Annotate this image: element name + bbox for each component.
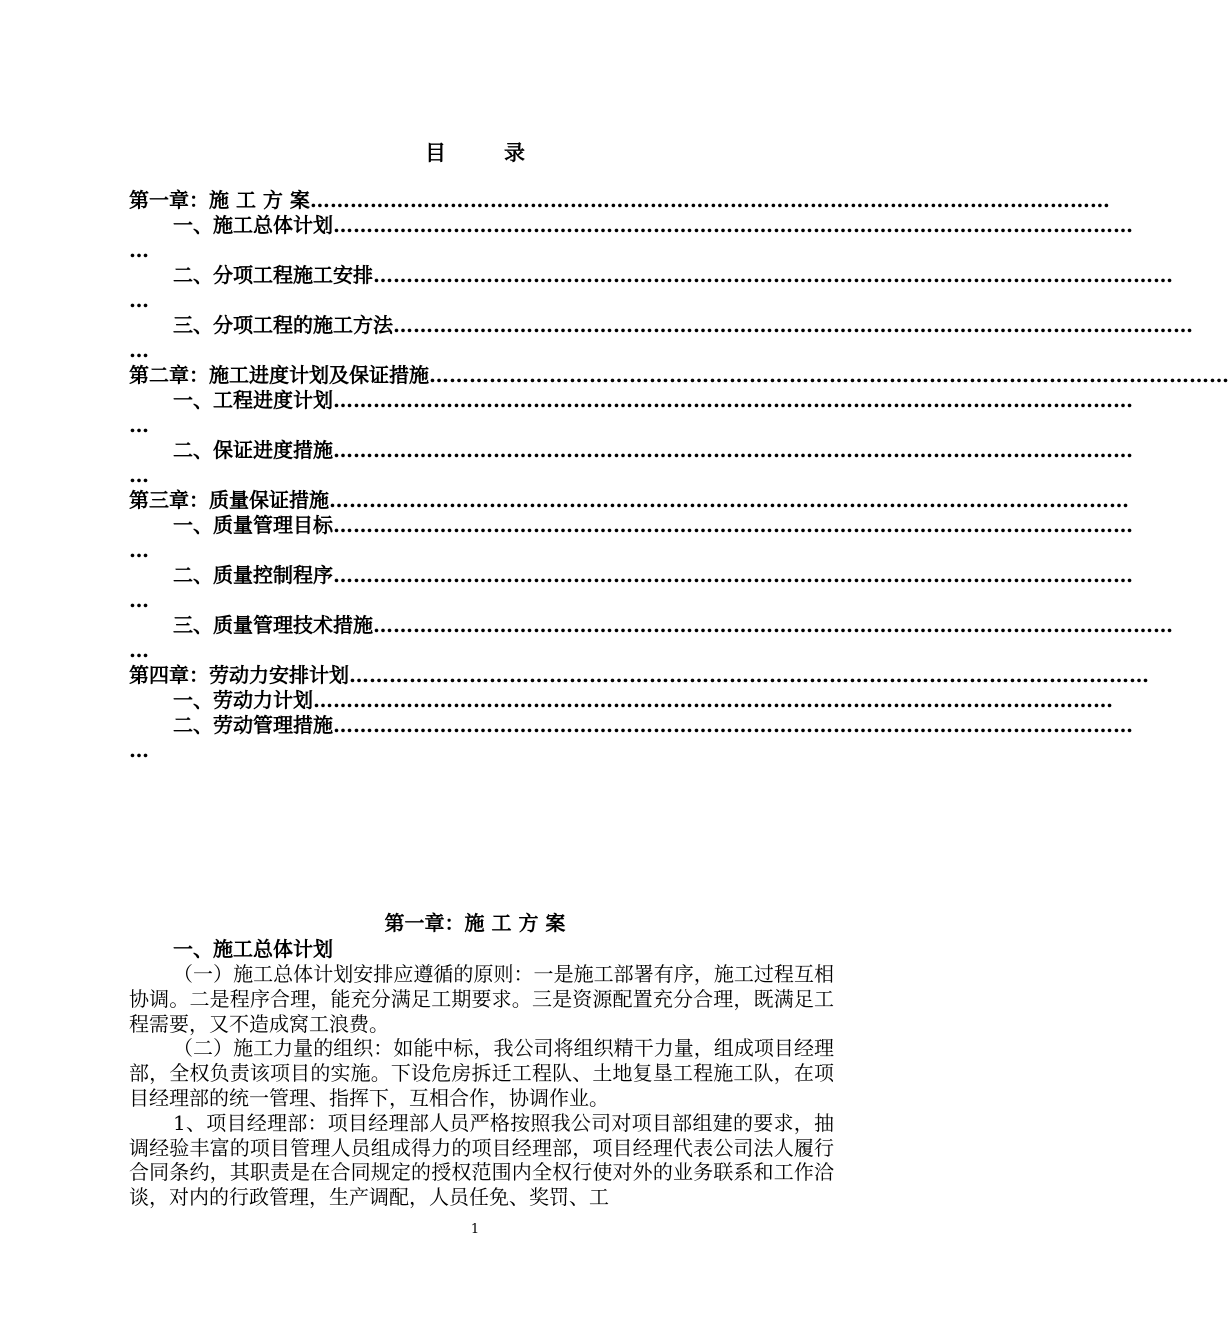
toc-leader: ………………………………………………………………………………………………………… <box>373 613 1173 637</box>
toc-entry-1-1[interactable] <box>129 213 1133 238</box>
toc-entry-chapter-3[interactable] <box>129 488 1129 513</box>
toc-leader-continuation: … <box>129 238 149 262</box>
toc-leader-continuation: … <box>129 538 149 562</box>
toc-leader: ………………………………………………………………………………………………………… <box>333 213 1133 237</box>
toc-leader: ………………………………………………………………………………………………………… <box>309 188 1110 212</box>
toc-entry-label: 二、质量控制程序 <box>173 563 333 587</box>
toc-entry-label: 第二章：施工进度计划及保证措施 <box>129 363 429 387</box>
paragraph: （二）施工力量的组织：如能中标，我公司将组织精干力量，组成项目经理部，全权负责该项目的实施。下设危房拆迁工程队、土地复垦工程施工队，在项目经理部的统一管理、指挥下，互相合作，协调作业。 <box>129 1036 834 1110</box>
toc-entry-label: 三、质量管理技术措施 <box>173 613 373 637</box>
toc-entry-4-2[interactable] <box>129 713 1133 738</box>
toc-entry-chapter-1[interactable] <box>129 188 1110 213</box>
toc-leader: ………………………………………………………………………………………………………… <box>333 513 1133 537</box>
chapter-heading: 第一章：施 工 方 案 <box>384 911 566 935</box>
paragraph: （一）施工总体计划安排应遵循的原则：一是施工部署有序，施工过程互相协调。二是程序合理，能充分满足工期要求。三是资源配置充分合理，既满足工程需要，又不造成窝工浪费。 <box>129 962 834 1036</box>
table-of-contents <box>129 188 1229 763</box>
paragraph: 1、项目经理部：项目经理部人员严格按照我公司对项目部组建的要求，抽调经验丰富的项目管理人员组成得力的项目经理部，项目经理代表公司法人履行合同条约，其职责是在合同规定的授权范围内全权行使对外的业务联系和工作洽谈，对内的行政管理，生产调配，人员任免、奖罚、工 <box>129 1110 834 1210</box>
toc-entry-label: 第四章：劳动力安排计划 <box>129 663 349 687</box>
toc-entry-label: 一、工程进度计划 <box>173 388 333 412</box>
toc-leader-continuation: … <box>129 288 149 312</box>
toc-entry-label: 第三章：质量保证措施 <box>129 488 329 512</box>
toc-entry-4-1[interactable] <box>129 688 1113 713</box>
toc-entry-3-1[interactable] <box>129 513 1133 538</box>
body-text <box>129 962 834 1210</box>
toc-entry-label: 一、质量管理目标 <box>173 513 333 537</box>
toc-entry-2-2[interactable] <box>129 438 1133 463</box>
toc-leader: ………………………………………………………………………………………………………… <box>333 388 1133 412</box>
toc-leader-continuation: … <box>129 413 149 437</box>
toc-entry-label: 第一章：施 工 方 案 <box>129 188 310 212</box>
toc-leader: ………………………………………………………………………………………………………… <box>313 688 1113 712</box>
toc-title-char-2: 录 <box>504 140 525 165</box>
toc-leader-continuation: … <box>129 588 149 612</box>
toc-entry-1-2[interactable] <box>129 263 1173 288</box>
toc-leader: ………………………………………………………………………………………………………… <box>329 488 1129 512</box>
page-number: 1 <box>470 1222 480 1237</box>
section-heading: 一、施工总体计划 <box>173 937 333 961</box>
toc-leader-continuation: … <box>129 738 149 762</box>
toc-leader-continuation: … <box>129 638 149 662</box>
toc-entry-label: 三、分项工程的施工方法 <box>173 313 393 337</box>
toc-entry-label: 一、施工总体计划 <box>173 213 333 237</box>
toc-leader: ………………………………………………………………………………………………………… <box>349 663 1149 687</box>
toc-entry-label: 一、劳动力计划 <box>173 688 313 712</box>
toc-entry-label: 二、保证进度措施 <box>173 438 333 462</box>
toc-entry-2-1[interactable] <box>129 388 1133 413</box>
toc-leader: ………………………………………………………………………………………………………… <box>393 313 1193 337</box>
toc-entry-1-3[interactable] <box>129 313 1193 338</box>
toc-leader-continuation: … <box>129 463 149 487</box>
toc-leader: ………………………………………………………………………………………………………… <box>429 363 1229 387</box>
toc-entry-3-3[interactable] <box>129 613 1173 638</box>
toc-title <box>0 140 950 166</box>
toc-entry-chapter-2[interactable] <box>129 363 1229 388</box>
toc-title-char-1: 目 <box>425 140 446 165</box>
toc-entry-chapter-4[interactable] <box>129 663 1149 688</box>
toc-leader-continuation: … <box>129 338 149 362</box>
toc-leader: ………………………………………………………………………………………………………… <box>333 713 1133 737</box>
toc-entry-label: 二、劳动管理措施 <box>173 713 333 737</box>
toc-leader: ………………………………………………………………………………………………………… <box>333 563 1133 587</box>
toc-leader: ………………………………………………………………………………………………………… <box>373 263 1173 287</box>
toc-leader: ………………………………………………………………………………………………………… <box>333 438 1133 462</box>
toc-entry-3-2[interactable] <box>129 563 1133 588</box>
toc-entry-label: 二、分项工程施工安排 <box>173 263 373 287</box>
